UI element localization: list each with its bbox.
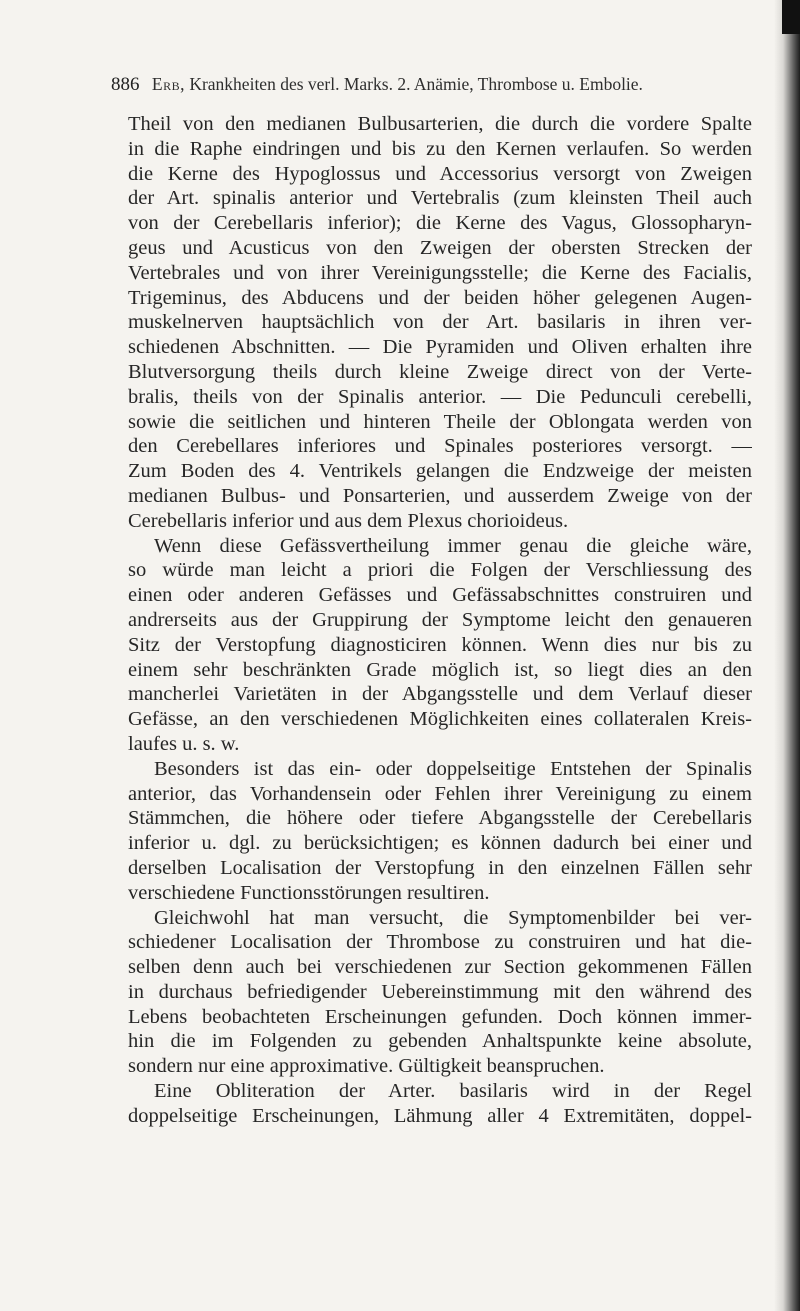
text-line: schiedenen Abschnitten. — Die Pyramiden und Oliven erhalten ihre <box>128 336 752 359</box>
text-line: geus und Acusticus von den Zweigen der obersten Strecken der <box>128 236 752 259</box>
text-line: Besonders ist das ein- oder doppelseitige Entstehen der Spinalis <box>154 757 752 780</box>
text-line: den Cerebellares inferiores und Spinales posteriores versorgt. — <box>128 435 752 458</box>
text-line: in die Raphe eindringen und bis zu den Kernen verlaufen. So werden <box>128 137 752 160</box>
text-line: Cerebellaris inferior und aus dem Plexus chorioideus. <box>128 509 569 532</box>
text-line: Vertebrales und von ihrer Vereinigungsstelle; die Kerne des Facialis, <box>128 261 752 284</box>
scan-edge-shadow <box>774 0 800 1311</box>
text-line: der Art. spinalis anterior und Vertebralis (zum kleinsten Theil auch <box>128 187 752 210</box>
text-line: Theil von den medianen Bulbusarterien, die durch die vordere Spalte <box>128 113 752 135</box>
text-line: andrerseits aus der Gruppirung der Symptome leicht den genaueren <box>128 608 752 631</box>
text-line: so würde man leicht a priori die Folgen der Verschliessung des <box>128 559 752 582</box>
page-number: 886 <box>111 74 140 95</box>
scan-edge-corner <box>782 0 800 34</box>
text-line: selben denn auch bei verschiedenen zur Section gekommenen Fällen <box>128 956 752 979</box>
text-line: sowie die seitlichen und hinteren Theile der Oblongata werden von <box>128 410 752 433</box>
text-line: sondern nur eine approximative. Gültigkeit beanspruchen. <box>128 1055 605 1078</box>
text-line: Sitz der Verstopfung diagnosticiren können. Wenn dies nur bis zu <box>128 633 752 656</box>
text-line: bralis, theils von der Spinalis anterior. — Die Pedunculi cerebelli, <box>128 385 752 408</box>
text-line: Gleichwohl hat man versucht, die Symptomenbilder bei ver- <box>154 906 752 929</box>
text-line: einen oder anderen Gefässes und Gefässabschnittes construiren und <box>128 584 752 607</box>
text-line: laufes u. s. w. <box>128 732 240 755</box>
header-title: Krankheiten des verl. Marks. 2. Anämie, Thrombose u. Embolie. <box>189 74 643 94</box>
text-line: die Kerne des Hypoglossus und Accessorius versorgt von Zweigen <box>128 162 752 185</box>
text-line: mancherlei Varietäten in der Abgangsstelle und dem Verlauf dieser <box>128 683 752 706</box>
text-line: verschiedene Functionsstörungen resultiren. <box>128 881 490 904</box>
text-line: Gefässe, an den verschiedenen Möglichkeiten eines collateralen Kreis- <box>128 708 752 731</box>
text-line: Stämmchen, die höhere oder tiefere Abgangsstelle der Cerebellaris <box>128 807 752 830</box>
text-line: Lebens beobachteten Erscheinungen gefunden. Doch können immer- <box>128 1005 752 1028</box>
text-line: muskelnerven hauptsächlich von der Art. basilaris in ihren ver- <box>128 311 752 334</box>
running-header <box>111 74 751 100</box>
text-line: hin die im Folgenden zu gebenden Anhaltspunkte keine absolute, <box>128 1030 752 1053</box>
header-author: Erb, <box>151 74 185 94</box>
text-line: schiedener Localisation der Thrombose zu construiren und hat die- <box>128 931 752 954</box>
text-line: doppelseitige Erscheinungen, Lähmung aller 4 Extremitäten, doppel- <box>128 1104 752 1127</box>
text-line: Trigeminus, des Abducens und der beiden höher gelegenen Augen- <box>128 286 752 309</box>
text-line: medianen Bulbus- und Ponsarterien, und ausserdem Zweige von der <box>128 484 752 507</box>
text-line: Blutversorgung theils durch kleine Zweige direct von der Verte- <box>128 360 752 383</box>
text-line: derselben Localisation der Verstopfung in den einzelnen Fällen sehr <box>128 856 752 879</box>
text-line: Wenn diese Gefässvertheilung immer genau die gleiche wäre, <box>154 534 752 557</box>
text-line: anterior, das Vorhandensein oder Fehlen ihrer Vereinigung zu einem <box>128 782 752 805</box>
text-line: in durchaus befriedigender Uebereinstimmung mit den während des <box>128 980 752 1003</box>
text-line: Eine Obliteration der Arter. basilaris wird in der Regel <box>154 1080 752 1103</box>
text-line: Zum Boden des 4. Ventrikels gelangen die Endzweige der meisten <box>128 460 752 483</box>
text-line: von der Cerebellaris inferior); die Kerne des Vagus, Glossopharyn- <box>128 212 752 235</box>
body-text <box>128 112 752 1129</box>
text-line: einem sehr beschränkten Grade möglich ist, so liegt dies an den <box>128 658 752 681</box>
text-line: inferior u. dgl. zu berücksichtigen; es können dadurch bei einer und <box>128 832 752 855</box>
